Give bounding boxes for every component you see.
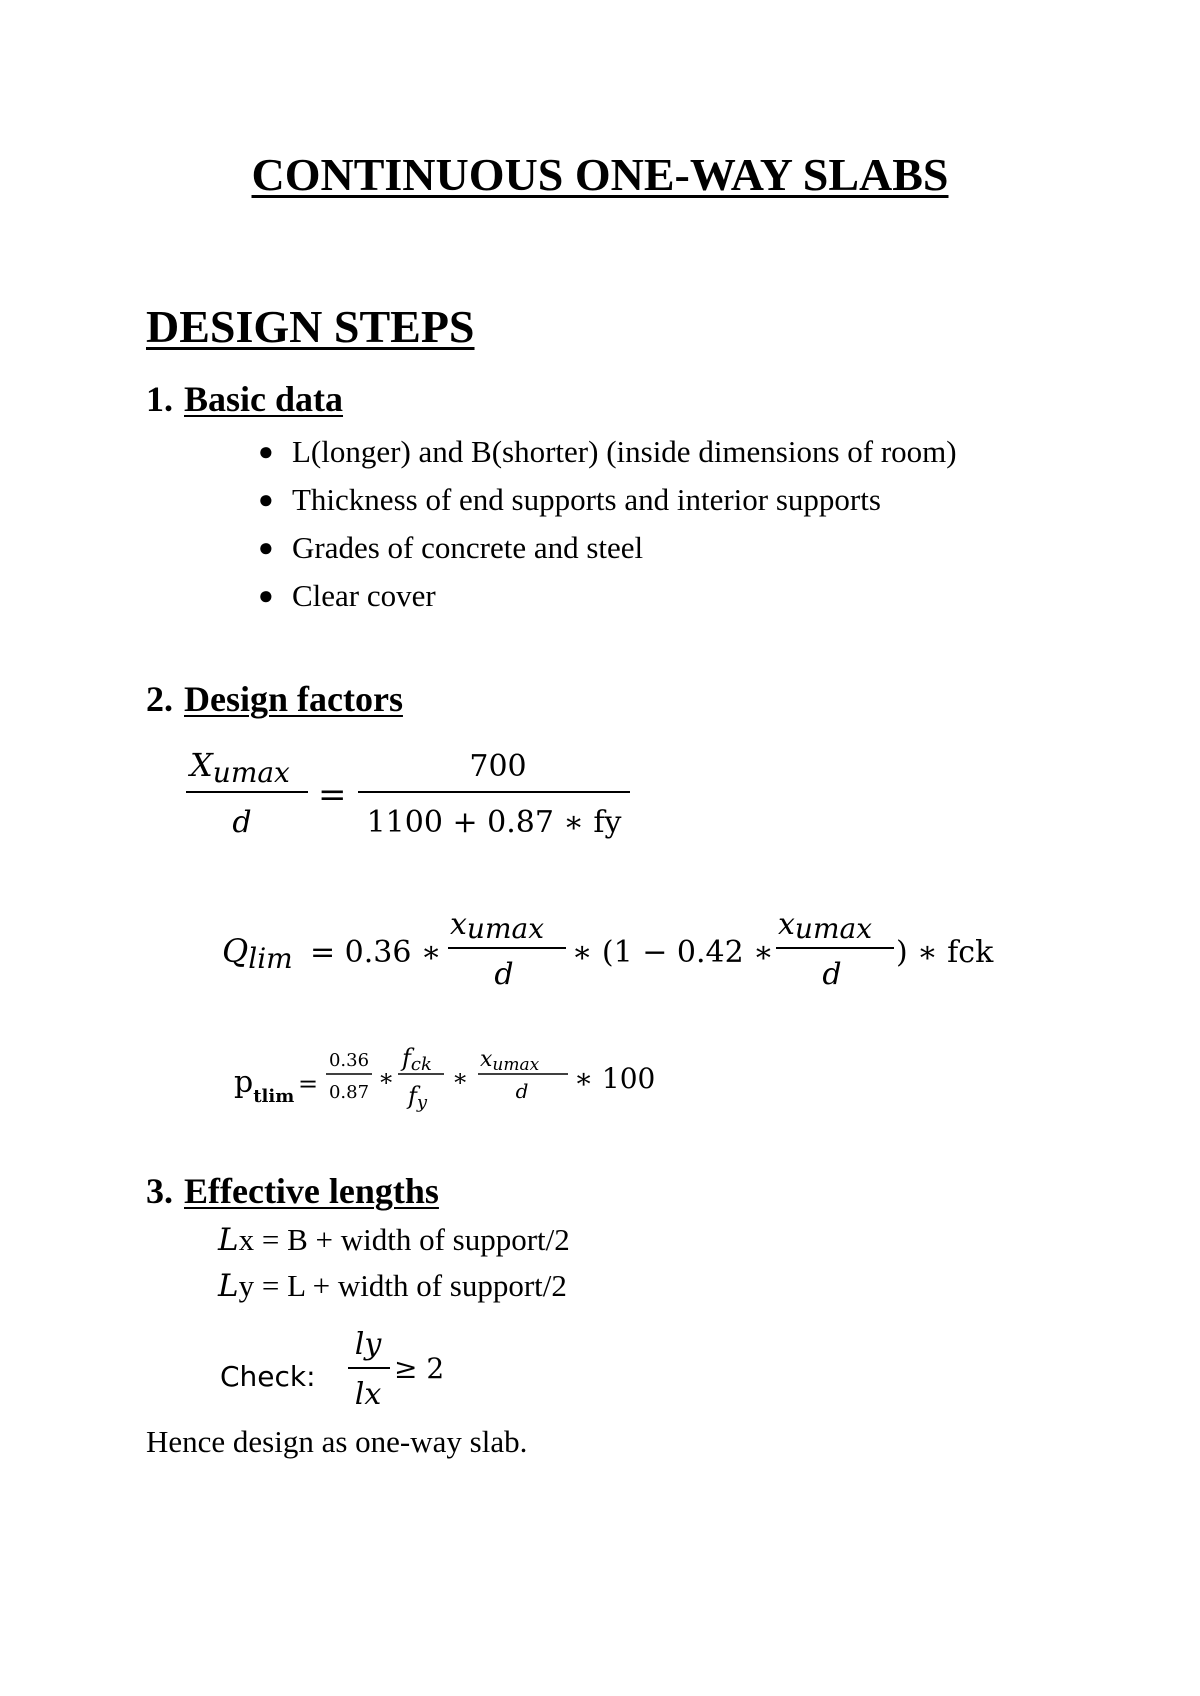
check-denominator: lx xyxy=(354,1377,382,1412)
lx-expression: x = B + width of support/2 xyxy=(238,1222,570,1257)
qlim-middle: ∗ (1 − 0.42 ∗ xyxy=(572,935,774,970)
qlim-end: ) ∗ fck xyxy=(896,935,994,970)
check-numerator: ly xyxy=(354,1327,382,1362)
section-heading-design-factors xyxy=(146,678,403,720)
section-number: 1. xyxy=(146,379,173,419)
formula-lhs-numerator: Xumax xyxy=(190,746,290,789)
list-item xyxy=(258,428,957,476)
qlim-frac-denominator: d xyxy=(494,957,514,992)
bullet-icon: ● xyxy=(258,437,274,466)
xumax-formula xyxy=(180,736,640,846)
check-label: Check: xyxy=(220,1360,316,1393)
lx-symbol: L xyxy=(218,1222,239,1258)
bullet-icon: ● xyxy=(258,485,274,514)
list-item-text: L(longer) and B(shorter) (inside dimensions of room) xyxy=(292,434,957,469)
qlim-coefficient: = 0.36 ∗ xyxy=(310,935,442,970)
list-item xyxy=(258,524,957,572)
ptlim-x-numerator: xumax xyxy=(480,1047,540,1075)
ptlim-c-numerator: 0.36 xyxy=(328,1050,370,1071)
qlim-lhs: Qlim xyxy=(222,932,293,975)
check-formula xyxy=(346,1318,466,1418)
conclusion-text: Hence design as one-way slab. xyxy=(146,1424,528,1459)
ptlim-tail: ∗ 100 xyxy=(574,1062,656,1095)
section-number: 2. xyxy=(146,679,173,719)
ly-equation xyxy=(218,1268,567,1304)
formula-rhs-numerator: 700 xyxy=(469,749,527,784)
list-item xyxy=(258,476,957,524)
qlim-formula xyxy=(218,900,1018,1000)
ly-symbol: L xyxy=(218,1268,239,1304)
times-sign: ∗ xyxy=(378,1064,395,1092)
ptlim-c-denominator: 0.87 xyxy=(328,1082,370,1103)
ly-expression: y = L + width of support/2 xyxy=(238,1268,567,1303)
bullet-icon: ● xyxy=(258,581,274,610)
ptlim-equals: = xyxy=(298,1070,319,1098)
section-heading-basic-data xyxy=(146,378,343,420)
basic-data-list xyxy=(258,428,957,620)
ptlim-formula xyxy=(232,1042,692,1132)
times-sign: ∗ xyxy=(452,1064,469,1092)
list-item-text: Grades of concrete and steel xyxy=(292,530,644,565)
section-number: 3. xyxy=(146,1171,173,1211)
section-label: Effective lengths xyxy=(184,1171,439,1211)
section-label: Design factors xyxy=(184,679,403,719)
lx-equation xyxy=(218,1222,570,1258)
qlim-frac2-denominator: d xyxy=(822,957,842,992)
ptlim-f-denominator: fy xyxy=(408,1082,428,1113)
section-heading-effective-lengths xyxy=(146,1170,439,1212)
ptlim-f-numerator: fck xyxy=(402,1044,432,1075)
section-label: Basic data xyxy=(184,379,344,419)
list-item xyxy=(258,572,957,620)
ptlim-lhs: $p_{tlim}$ xyxy=(234,1065,295,1107)
qlim-frac-numerator: xumax xyxy=(450,907,544,945)
list-item-text: Clear cover xyxy=(292,578,436,613)
ptlim-x-denominator: d xyxy=(515,1079,529,1103)
design-steps-heading: DESIGN STEPS xyxy=(146,301,475,352)
list-item-text: Thickness of end supports and interior supports xyxy=(292,482,881,517)
bullet-icon: ● xyxy=(258,533,274,562)
page-title: CONTINUOUS ONE-WAY SLABS xyxy=(251,149,949,200)
qlim-frac2-numerator: xumax xyxy=(778,907,872,945)
formula-rhs-denominator: 1100 + 0.87 ∗ fy xyxy=(366,805,622,840)
check-rhs: ≥ 2 xyxy=(394,1352,445,1385)
equals-sign: = xyxy=(318,775,347,815)
formula-lhs-denominator: d xyxy=(232,805,252,840)
